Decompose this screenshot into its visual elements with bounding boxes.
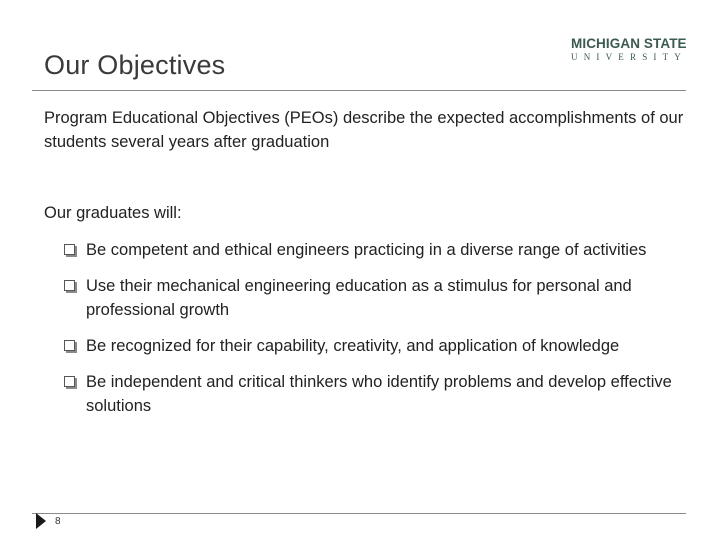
list-item-text: Use their mechanical engineering education as a stimulus for personal and professional growth bbox=[86, 277, 632, 319]
slide-title: Our Objectives bbox=[44, 50, 226, 80]
objectives-list bbox=[64, 238, 704, 418]
list-item-text: Be recognized for their capability, creativity, and application of knowledge bbox=[86, 337, 620, 355]
checkbox-bullet-icon bbox=[64, 280, 75, 291]
intro-paragraph: Program Educational Objectives (PEOs) describe the expected accomplishments of our students several years after graduation bbox=[44, 109, 684, 151]
msu-logo bbox=[571, 36, 685, 66]
list-item bbox=[64, 274, 704, 322]
checkbox-bullet-icon bbox=[64, 340, 75, 351]
checkbox-bullet-icon bbox=[64, 244, 75, 255]
list-item-text: Be independent and critical thinkers who identify problems and develop effective solutions bbox=[86, 373, 672, 415]
logo-wordmark-line2: UNIVERSITY bbox=[571, 52, 687, 62]
title-divider bbox=[32, 90, 686, 91]
list-item-text: Be competent and ethical engineers practicing in a diverse range of activities bbox=[86, 241, 647, 259]
footer-triangle-icon bbox=[36, 513, 46, 529]
list-item bbox=[64, 238, 704, 262]
list-item bbox=[64, 334, 704, 358]
lead-text: Our graduates will: bbox=[44, 204, 182, 222]
list-item bbox=[64, 370, 704, 418]
page-number: 8 bbox=[55, 516, 61, 527]
checkbox-bullet-icon bbox=[64, 376, 75, 387]
footer-divider bbox=[32, 513, 686, 514]
logo-wordmark-line1: MICHIGAN STATE bbox=[571, 36, 687, 51]
